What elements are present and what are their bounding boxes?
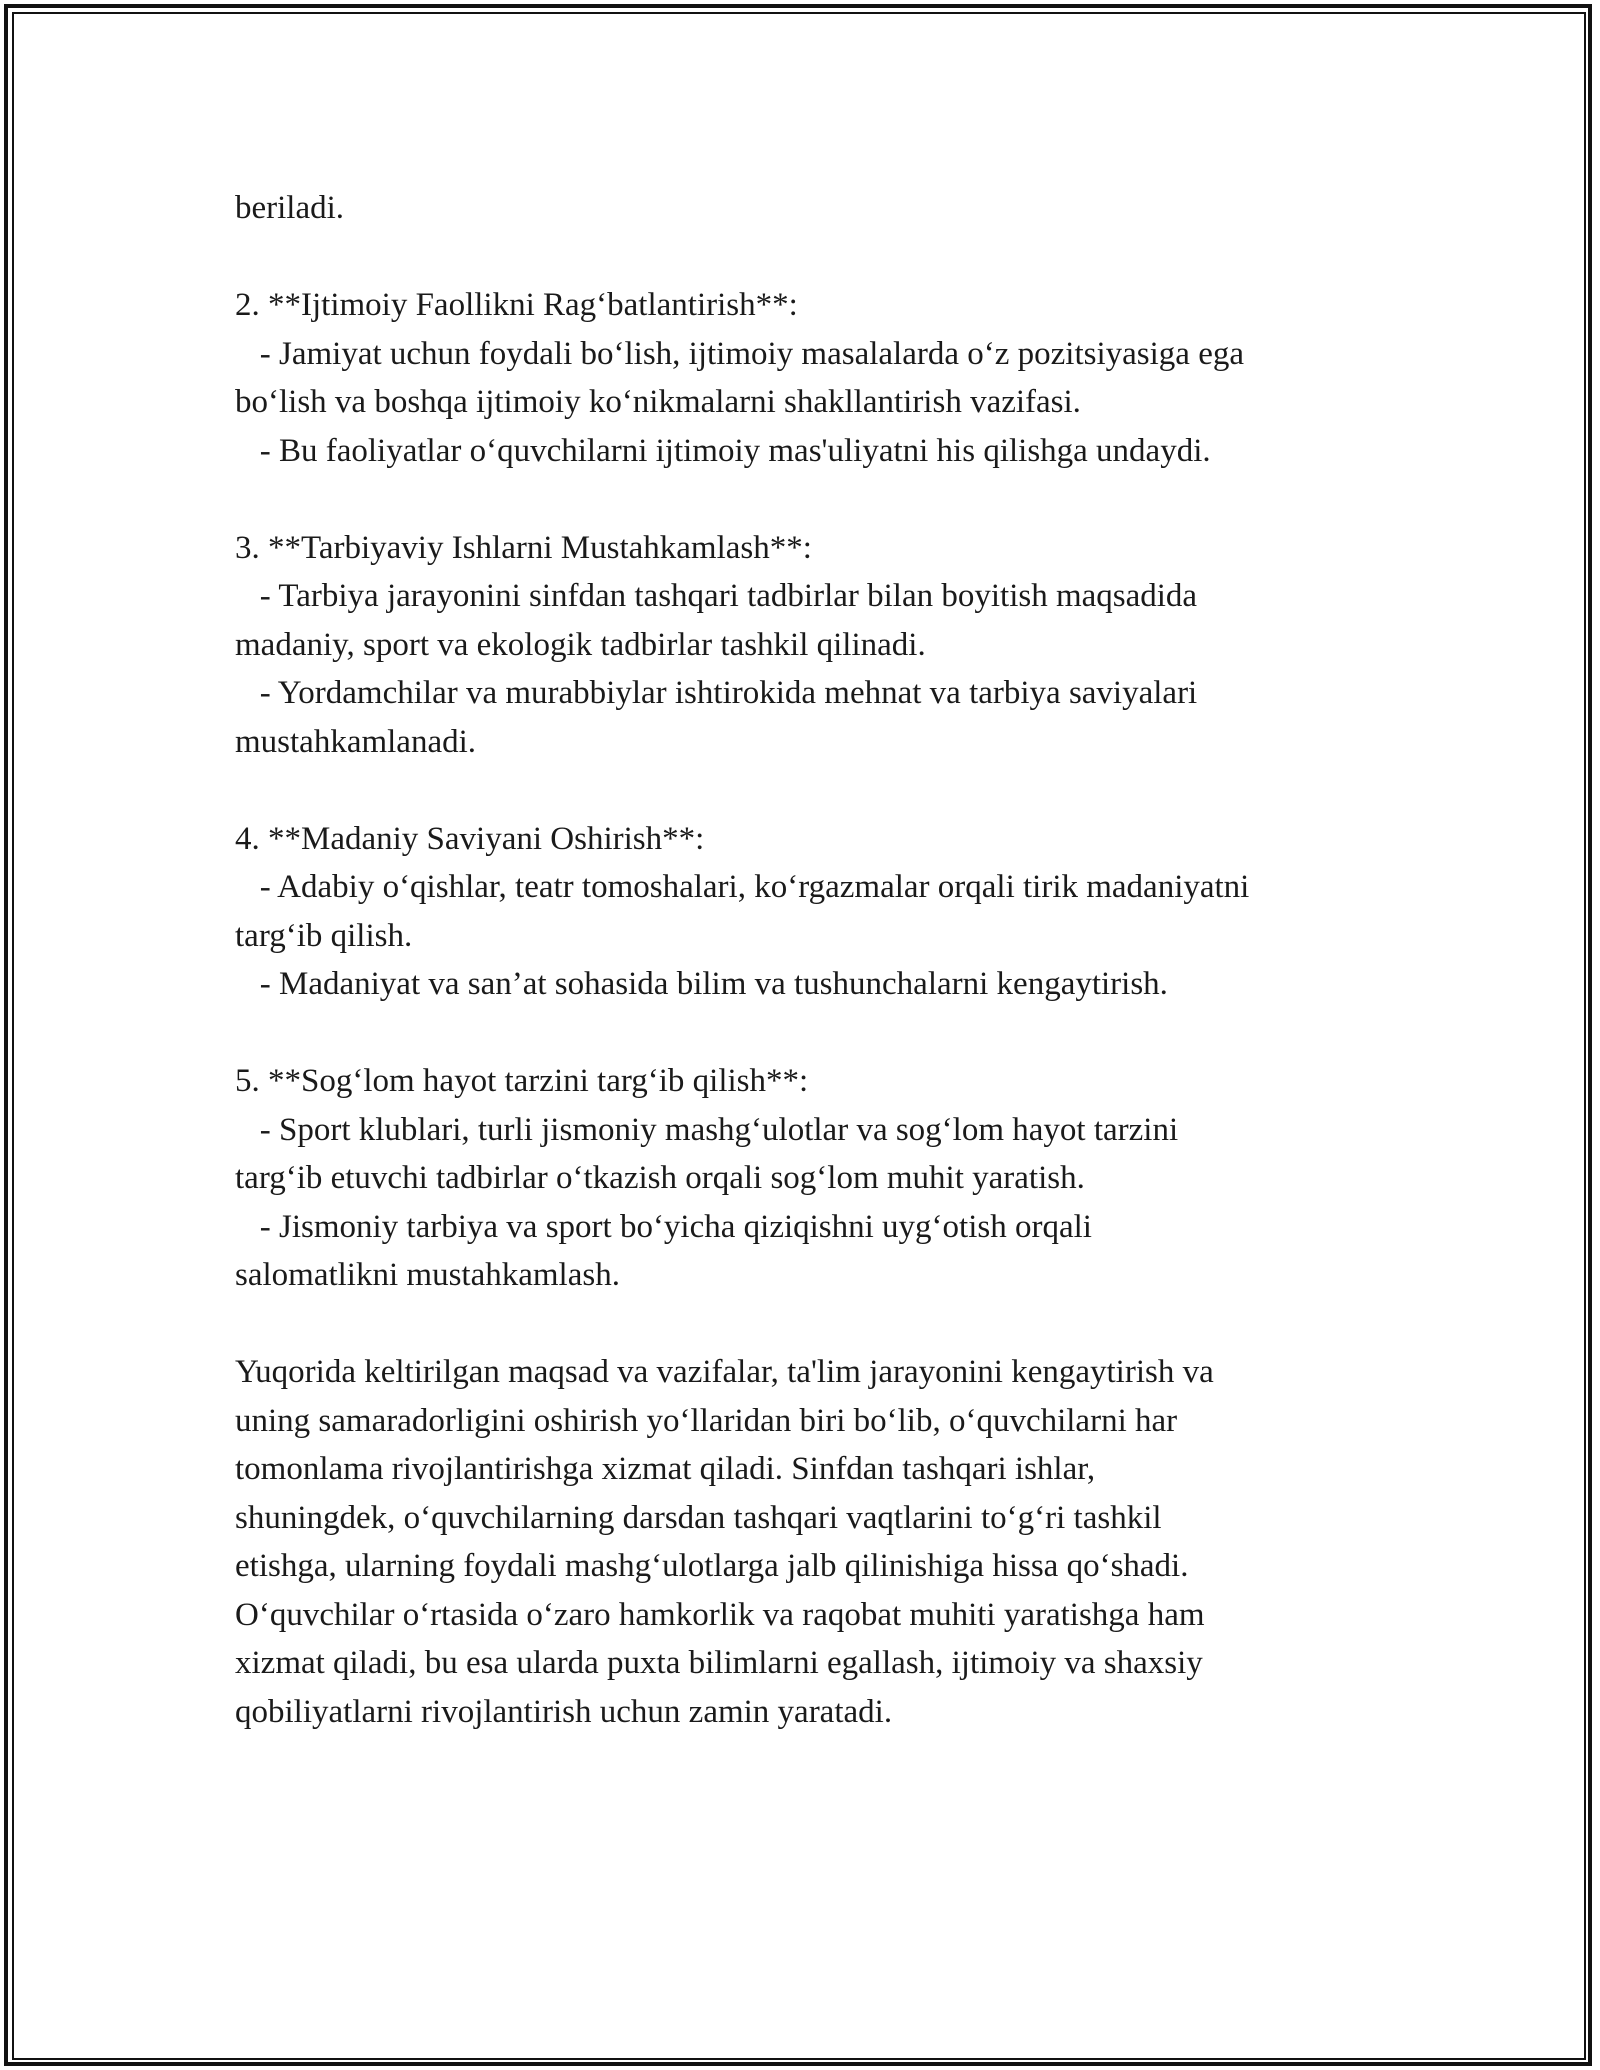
section-heading: 2. **Ijtimoiy Faollikni Rag‘batlantirish**: bbox=[235, 287, 798, 323]
blank-line bbox=[235, 1300, 1375, 1349]
blank-line bbox=[235, 233, 1375, 282]
document-body bbox=[235, 184, 1375, 1736]
paragraph-line: O‘quvchilar o‘rtasida o‘zaro hamkorlik va raqobat muhiti yaratishga ham bbox=[235, 1596, 1205, 1633]
paragraph-line: Yuqorida keltirilgan maqsad va vazifalar, ta'lim jarayonini kengaytirish va bbox=[235, 1354, 1214, 1390]
text-line: targ‘ib etuvchi tadbirlar o‘tkazish orqali sog‘lom muhit yaratish. bbox=[235, 1160, 1085, 1196]
text-line: targ‘ib qilish. bbox=[235, 917, 413, 954]
text-line: mustahkamlanadi. bbox=[235, 723, 477, 760]
text-line: madaniy, sport va ekologik tadbirlar tashkil qilinadi. bbox=[235, 626, 926, 663]
text-line: - Tarbiya jarayonini sinfdan tashqari tadbirlar bilan boyitish maqsadida bbox=[235, 578, 1198, 614]
text-line: - Jismoniy tarbiya va sport bo‘yicha qiziqishni uyg‘otish orqali bbox=[235, 1208, 1092, 1245]
section-heading: 3. **Tarbiyaviy Ishlarni Mustahkamlash**: bbox=[235, 529, 812, 566]
text-line: - Bu faoliyatlar o‘quvchilarni ijtimoiy mas'uliyatni his qilishga undaydi. bbox=[235, 432, 1211, 469]
paragraph-line: xizmat qiladi, bu esa ularda puxta bilimlarni egallash, ijtimoiy va shaxsiy bbox=[235, 1645, 1203, 1681]
paragraph-line: uning samaradorligini oshirish yo‘llaridan biri bo‘lib, o‘quvchilarni har bbox=[235, 1402, 1178, 1439]
paragraph-line: shuningdek, o‘quvchilarning darsdan tashqari vaqtlarini to‘g‘ri tashkil bbox=[235, 1499, 1162, 1536]
paragraph-line: qobiliyatlarni rivojlantirish uchun zamin yaratadi. bbox=[235, 1693, 893, 1730]
text-line: - Jamiyat uchun foydali bo‘lish, ijtimoiy masalalarda o‘z pozitsiyasiga ega bbox=[235, 335, 1244, 372]
text-line: - Sport klublari, turli jismoniy mashg‘ulotlar va sog‘lom hayot tarzini bbox=[235, 1111, 1179, 1148]
paragraph-line: etishga, ularning foydali mashg‘ulotlarga jalb qilinishiga hissa qo‘shadi. bbox=[235, 1548, 1189, 1584]
blank-line bbox=[235, 1009, 1375, 1058]
text-line: salomatlikni mustahkamlash. bbox=[235, 1257, 620, 1293]
section-heading: 5. **Sog‘lom hayot tarzini targ‘ib qilish**: bbox=[235, 1063, 809, 1099]
paragraph-line: tomonlama rivojlantirishga xizmat qiladi. Sinfdan tashqari ishlar, bbox=[235, 1451, 1096, 1487]
section-heading: 4. **Madaniy Saviyani Oshirish**: bbox=[235, 820, 705, 857]
blank-line bbox=[235, 475, 1375, 524]
text-line: beriladi. bbox=[235, 190, 345, 226]
text-line: - Adabiy o‘qishlar, teatr tomoshalari, ko‘rgazmalar orqali tirik madaniyatni bbox=[235, 869, 1250, 905]
text-line: bo‘lish va boshqa ijtimoiy ko‘nikmalarni shakllantirish vazifasi. bbox=[235, 384, 1081, 420]
text-line: - Yordamchilar va murabbiylar ishtirokida mehnat va tarbiya saviyalari bbox=[235, 675, 1198, 711]
text-line: - Madaniyat va san’at sohasida bilim va tushunchalarni kengaytirish. bbox=[235, 966, 1168, 1002]
blank-line bbox=[235, 766, 1375, 815]
